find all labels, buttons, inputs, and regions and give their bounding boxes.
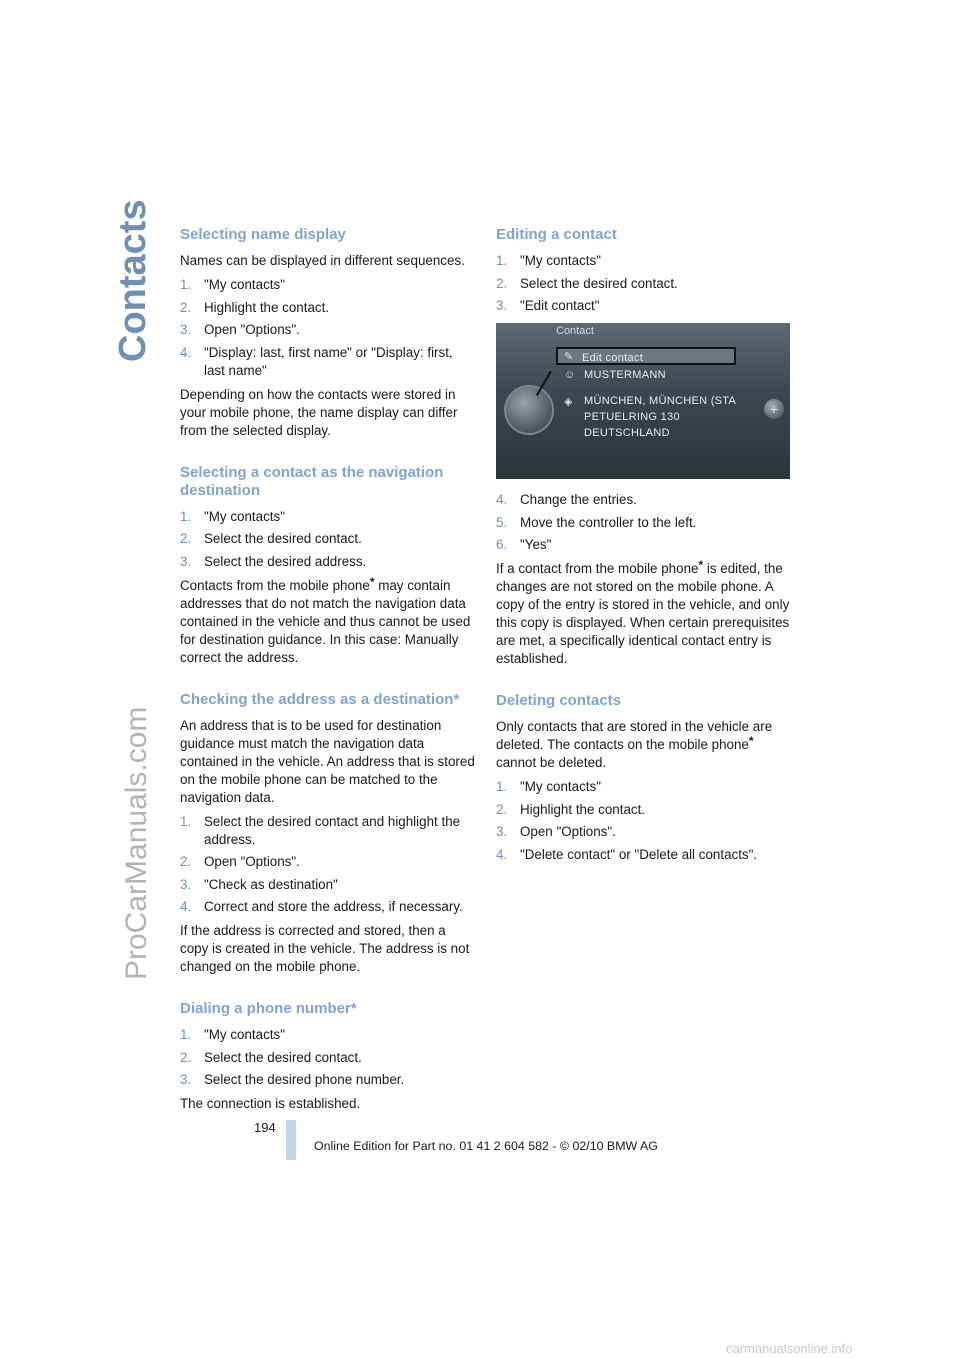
step-text: Select the desired contact.	[204, 1049, 362, 1065]
paragraph: If the address is corrected and stored, then a copy is created in the vehicle. The address is not changed on the mobile phone.	[180, 923, 470, 974]
step-number: 3.	[180, 876, 192, 892]
paragraph: The connection is established.	[180, 1096, 361, 1111]
list-item	[180, 853, 476, 871]
step-number: 1.	[180, 1027, 192, 1042]
list-item	[180, 344, 476, 380]
list-item	[180, 530, 476, 548]
list-item	[180, 276, 476, 294]
left-column	[180, 226, 476, 1119]
heading-navigation-destination: Selecting a contact as the navigation destination	[180, 463, 444, 499]
screen-header: Contact	[556, 325, 594, 337]
idrive-screen-image	[496, 323, 790, 479]
step-list	[496, 252, 792, 315]
paragraph	[496, 560, 792, 668]
step-number: 5.	[496, 514, 508, 530]
heading-dial-phone: Dialing a phone number*	[180, 1000, 357, 1017]
step-number: 3.	[180, 1072, 192, 1087]
step-text: "Display: last, first name" or "Display: first, last name"	[204, 344, 453, 378]
step-number: 1.	[180, 277, 192, 292]
list-item	[180, 876, 476, 894]
step-number: 2.	[180, 531, 192, 546]
heading-delete-contacts: Deleting contacts	[496, 692, 622, 709]
step-number: 3.	[496, 824, 508, 839]
text: If a contact from the mobile phone	[496, 561, 699, 576]
star-icon: *	[698, 558, 704, 572]
step-list	[180, 508, 476, 571]
paragraph: Depending on how the contacts were stored in your mobile phone, the name display can differ from the selected display.	[180, 386, 458, 438]
step-text: Select the desired phone number.	[204, 1072, 405, 1087]
step-text: "Delete contact" or "Delete all contacts".	[520, 846, 758, 862]
step-list	[496, 491, 792, 554]
navigation-icon: ◈	[564, 396, 573, 408]
footer-bar	[286, 1120, 296, 1160]
list-item	[496, 491, 792, 509]
step-text: Open "Options".	[520, 824, 616, 839]
step-list	[180, 276, 476, 380]
step-number: 3.	[496, 298, 508, 313]
watermark: ProCarManuals.com	[120, 706, 153, 980]
right-column	[496, 226, 792, 870]
step-text: Open "Options".	[204, 854, 300, 869]
step-number: 4.	[180, 899, 192, 914]
list-item	[496, 297, 792, 315]
step-text: Select the desired contact.	[204, 531, 362, 546]
list-item	[496, 536, 792, 554]
step-number: 2.	[180, 1049, 192, 1065]
step-number: 4.	[180, 344, 192, 360]
screen-row-text: Edit contact	[582, 352, 644, 364]
step-number: 1.	[496, 779, 508, 794]
list-item	[180, 508, 476, 526]
step-number: 2.	[180, 854, 192, 869]
star-icon: *	[369, 574, 375, 589]
text: is edited, the changes are not stored on the mobile phone. A copy of the entry is stored in the vehicle, and only this copy is displayed. When certain prerequisites are met, a specifically identical contact entry is established.	[496, 561, 790, 666]
site-watermark: carmanualsonline.info	[726, 1341, 853, 1356]
list-item	[180, 898, 476, 916]
step-number: 3.	[180, 322, 192, 337]
screen-row-edit-contact	[556, 347, 736, 365]
list-item	[496, 846, 792, 864]
list-item	[496, 778, 792, 796]
step-list	[180, 1026, 476, 1089]
heading-name-display: Selecting name display	[180, 226, 346, 243]
screen-row-address: MÜNCHEN, MÜNCHEN (STA	[584, 395, 737, 407]
star-icon: *	[748, 734, 754, 748]
step-number: 4.	[496, 492, 508, 507]
list-item	[180, 1071, 476, 1089]
step-list	[180, 813, 476, 917]
step-text: "My contacts"	[204, 277, 285, 292]
step-text: Move the controller to the left.	[520, 514, 697, 530]
step-number: 3.	[180, 553, 192, 569]
step-text: "My contacts"	[520, 779, 601, 794]
paragraph	[496, 718, 792, 772]
controller-knob-icon	[504, 385, 554, 435]
step-number: 2.	[180, 299, 192, 315]
step-text: "Check as destination"	[204, 876, 338, 892]
text: Only contacts that are stored in the vehicle are deleted. The contacts on the mobile phone	[496, 719, 773, 752]
screen-row-name: MUSTERMANN	[584, 369, 666, 381]
step-text: Correct and store the address, if necessary.	[204, 899, 463, 914]
person-icon: ☺	[564, 369, 576, 381]
chapter-title: Contacts	[112, 199, 154, 362]
list-item	[180, 553, 476, 571]
list-item	[180, 813, 476, 849]
list-item	[180, 321, 476, 339]
list-item	[180, 1026, 476, 1044]
step-text: Select the desired contact.	[520, 275, 678, 291]
step-number: 4.	[496, 846, 508, 862]
step-text: Highlight the contact.	[204, 299, 330, 315]
text: Contacts from the mobile phone	[180, 577, 370, 593]
list-item	[496, 275, 792, 293]
list-item	[496, 514, 792, 532]
step-text: "My contacts"	[520, 253, 601, 268]
list-item	[496, 801, 792, 819]
paragraph: An address that is to be used for destination guidance must match the navigation data contained in the vehicle. An address that is stored on the mobile phone can be matched to the navigation data.	[180, 717, 475, 805]
plus-knob-icon: +	[764, 399, 784, 419]
list-item	[496, 823, 792, 841]
step-text: Open "Options".	[204, 322, 300, 337]
step-number: 6.	[496, 537, 508, 552]
step-text: "Edit contact"	[520, 298, 600, 313]
step-number: 2.	[496, 801, 508, 817]
step-number: 1.	[180, 508, 192, 524]
heading-edit-contact: Editing a contact	[496, 226, 617, 243]
step-number: 1.	[496, 253, 508, 268]
step-text: Select the desired contact and highlight the address.	[204, 813, 461, 847]
list-item	[180, 299, 476, 317]
heading-check-destination: Checking the address as a destination*	[180, 690, 460, 708]
step-text: "Yes"	[520, 537, 552, 552]
screen-row-street: PETUELRING 130	[584, 411, 680, 423]
step-number: 2.	[496, 275, 508, 291]
step-number: 1.	[180, 813, 192, 829]
screen-row-country: DEUTSCHLAND	[584, 427, 670, 439]
text: cannot be deleted.	[496, 755, 607, 770]
pencil-icon: ✎	[564, 351, 574, 363]
list-item	[496, 252, 792, 270]
step-text: Select the desired address.	[204, 553, 367, 569]
step-list	[496, 778, 792, 864]
edition-footer: Online Edition for Part no. 01 41 2 604 582 - © 02/10 BMW AG	[314, 1139, 658, 1153]
text: may contain addresses that do not match the navigation data contained in the vehicle and thus cannot be used for destination guidance. In this case: Manually correct the address.	[180, 577, 471, 665]
step-text: Change the entries.	[520, 492, 637, 507]
step-text: Highlight the contact.	[520, 801, 646, 817]
list-item	[180, 1049, 476, 1067]
paragraph: Names can be displayed in different sequences.	[180, 253, 465, 268]
page-number: 194	[254, 1120, 276, 1135]
step-text: "My contacts"	[204, 508, 285, 524]
step-text: "My contacts"	[204, 1027, 285, 1042]
paragraph	[180, 574, 476, 667]
